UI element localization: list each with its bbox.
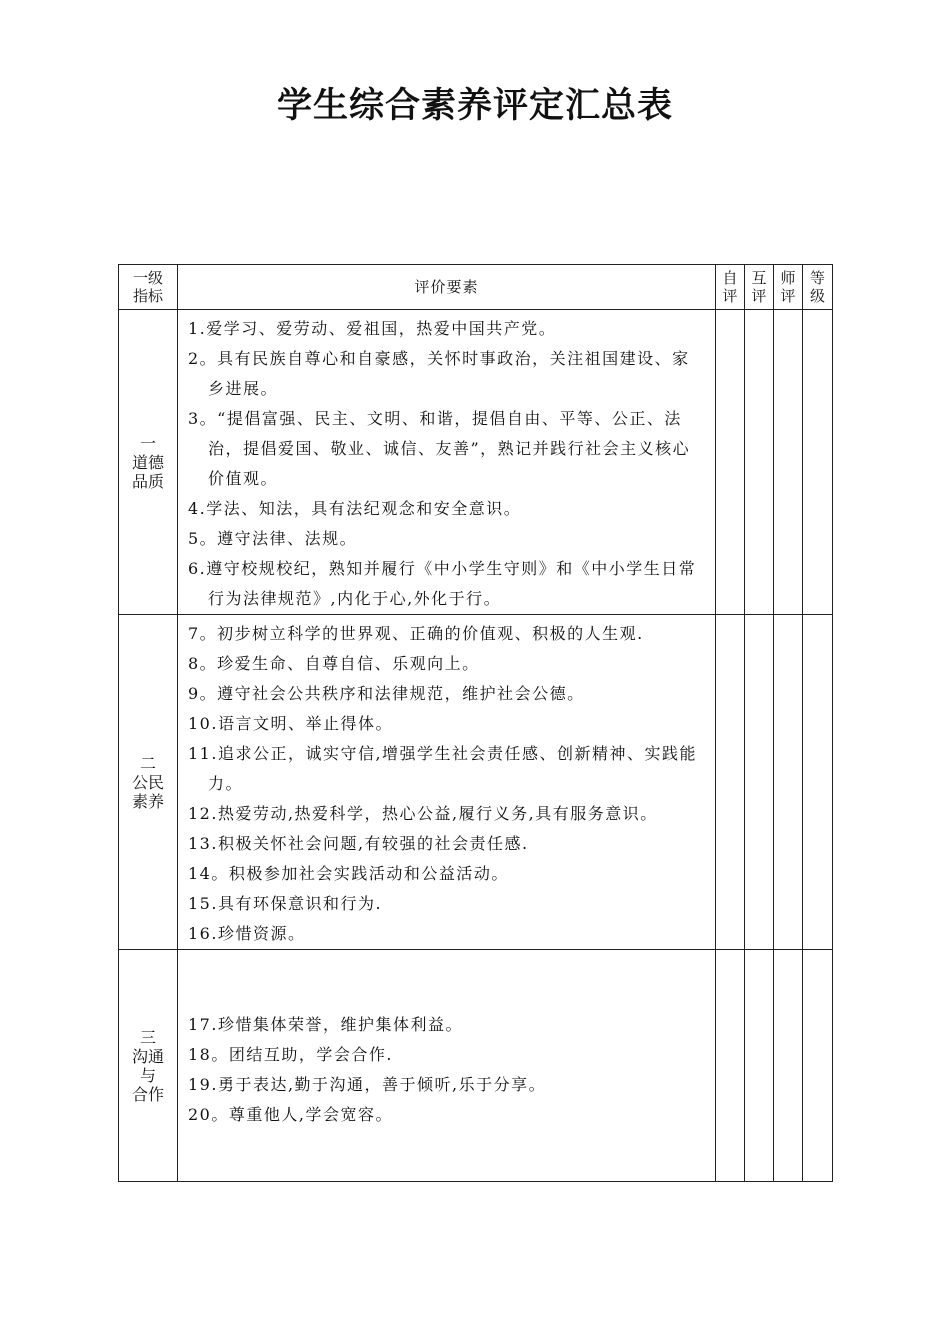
category-line: 道德	[131, 452, 164, 472]
teacher-eval-cell[interactable]	[774, 615, 803, 950]
list-item: 9。遵守社会公共秩序和法律规范，维护社会公德。	[188, 684, 585, 703]
list-item: 13.积极关怀社会问题,有较强的社会责任感.	[188, 834, 529, 853]
header-row	[119, 265, 833, 310]
category-line: 公民	[131, 772, 164, 792]
category-civic	[119, 615, 178, 950]
items-communication	[178, 950, 716, 1182]
category-line: 与	[139, 1065, 156, 1085]
list-item: 15.具有环保意识和行为.	[188, 894, 383, 913]
header-peer-eval	[745, 265, 774, 310]
header-peer-eval-line: 评	[751, 287, 767, 305]
category-line: 合作	[131, 1084, 164, 1104]
list-item: 3。“提倡富强、民主、文明、和谐，提倡自由、平等、公正、法治，提倡爱国、敬业、诚信、友善”，熟记并践行社会主义核心价值观。	[188, 409, 691, 488]
header-requirements: 评价要素	[178, 265, 716, 310]
items-civic	[178, 615, 716, 950]
list-item: 12.热爱劳动,热爱科学，热心公益,履行义务,具有服务意识。	[188, 804, 658, 823]
grade-cell[interactable]	[803, 615, 833, 950]
teacher-eval-cell[interactable]	[774, 950, 803, 1182]
grade-cell[interactable]	[803, 950, 833, 1182]
peer-eval-cell[interactable]	[745, 310, 774, 615]
self-eval-cell[interactable]	[716, 310, 745, 615]
teacher-eval-cell[interactable]	[774, 310, 803, 615]
category-line: 三	[139, 1027, 156, 1047]
grade-cell[interactable]	[803, 310, 833, 615]
list-item: 14。积极参加社会实践活动和公益活动。	[188, 864, 509, 883]
self-eval-cell[interactable]	[716, 615, 745, 950]
list-item: 16.珍惜资源。	[188, 924, 306, 943]
header-teacher-eval	[774, 265, 803, 310]
category-line: 沟通	[131, 1046, 164, 1066]
header-teacher-eval-line: 评	[780, 287, 796, 305]
list-item: 17.珍惜集体荣誉，维护集体利益。	[188, 1014, 463, 1034]
header-grade-line: 级	[809, 287, 825, 305]
category-line: 二	[139, 753, 156, 773]
header-indicator-line: 一级	[132, 269, 163, 287]
category-line: 素养	[131, 791, 164, 811]
category-line: 一	[139, 433, 156, 453]
list-item: 2。具有民族自尊心和自豪感，关怀时事政治，关注祖国建设、家乡进展。	[188, 349, 690, 398]
list-item: 11.追求公正，诚实守信,增强学生社会责任感、创新精神、实践能力。	[188, 744, 698, 793]
list-item: 19.勇于表达,勤于沟通，善于倾听,乐于分享。	[188, 1074, 547, 1094]
section-row-communication	[119, 950, 833, 1182]
header-grade-line: 等	[809, 269, 825, 287]
list-item: 20。尊重他人,学会宽容。	[188, 1104, 393, 1124]
category-communication	[119, 950, 178, 1182]
list-item: 1.爱学习、爱劳动、爱祖国，热爱中国共产党。	[188, 319, 557, 338]
header-grade	[803, 265, 833, 310]
header-teacher-eval-line: 师	[780, 269, 796, 287]
items-moral	[178, 310, 716, 615]
category-line: 品质	[131, 471, 164, 491]
header-self-eval	[716, 265, 745, 310]
evaluation-table	[118, 264, 833, 1182]
header-peer-eval-line: 互	[751, 269, 767, 287]
peer-eval-cell[interactable]	[745, 950, 774, 1182]
list-item: 8。珍爱生命、自尊自信、乐观向上。	[188, 654, 480, 673]
peer-eval-cell[interactable]	[745, 615, 774, 950]
list-item: 6.遵守校规校纪，熟知并履行《中小学生守则》和《中小学生日常行为法律规范》,内化于心,外化于行。	[188, 559, 697, 608]
header-self-eval-line: 自	[722, 269, 738, 287]
list-item: 10.语言文明、举止得体。	[188, 714, 393, 733]
header-self-eval-line: 评	[722, 287, 738, 305]
self-eval-cell[interactable]	[716, 950, 745, 1182]
list-item: 5。遵守法律、法规。	[188, 529, 358, 548]
list-item: 7。初步树立科学的世界观、正确的价值观、积极的人生观.	[188, 624, 644, 643]
section-row-civic	[119, 615, 833, 950]
list-item: 4.学法、知法，具有法纪观念和安全意识。	[188, 499, 522, 518]
header-indicator	[119, 265, 178, 310]
header-indicator-line: 指标	[132, 287, 163, 305]
list-item: 18。团结互助，学会合作.	[188, 1044, 393, 1064]
category-moral	[119, 310, 178, 615]
page-title: 学生综合素养评定汇总表	[276, 86, 673, 126]
section-row-moral	[119, 310, 833, 615]
